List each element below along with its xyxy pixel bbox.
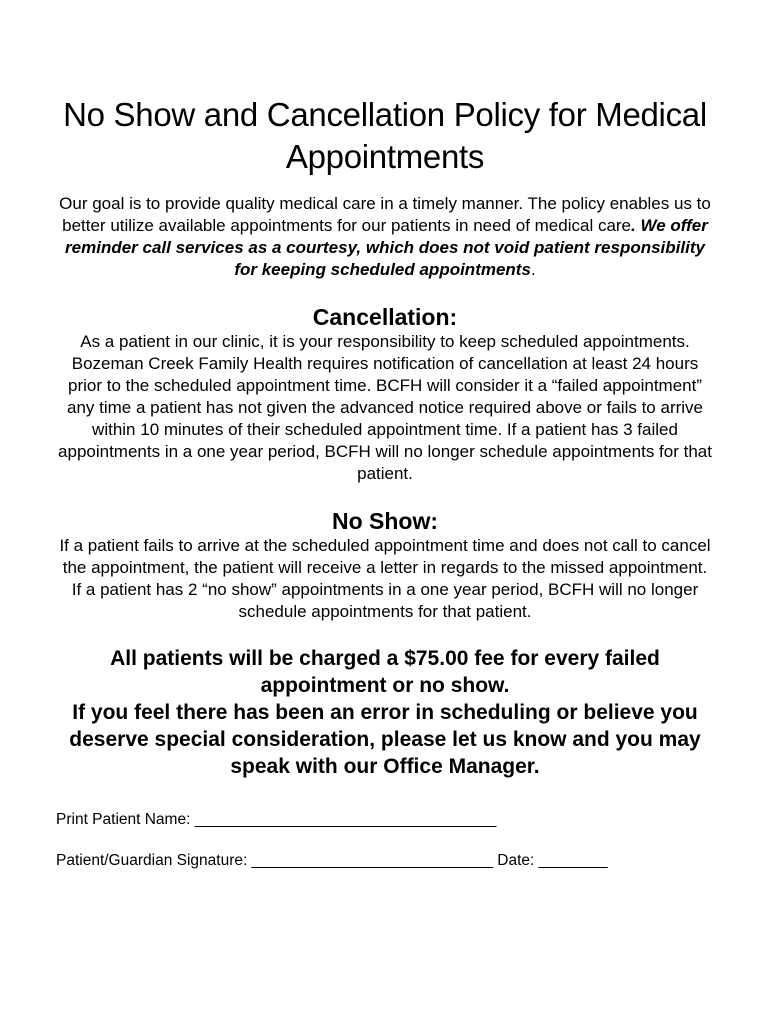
cancellation-body: As a patient in our clinic, it is your responsibility to keep scheduled appointments. Bozeman Creek Family Health requires notification of cancellation at least 24 hours prior to the scheduled appointment time. BCFH will consider it a “failed appointment” any time a patient has not given the advanced notice required above or fails to arrive within 10 minutes of their scheduled appointment time. If a patient has 3 failed appointments in a one year period, BCFH will no longer schedule appointments for that patient. xyxy=(58,332,712,483)
no-show-body: If a patient fails to arrive at the scheduled appointment time and does not call to cancel the appointment, the patient will receive a letter in regards to the missed appointment. If a patient has 2 “no show” appointments in a one year period, BCFH will no longer schedule appointments for that patient. xyxy=(59,536,711,621)
print-patient-name-line: Print Patient Name: ___________________________________ xyxy=(56,811,497,828)
intro-period: . xyxy=(631,216,641,235)
cancellation-heading: Cancellation: xyxy=(312,304,458,330)
intro-text: Our goal is to provide quality medical care in a timely manner. The policy enables us to better utilize available appointments for our patients in need of medical care xyxy=(59,194,711,235)
fee-notice-block xyxy=(56,645,714,780)
document-title: No Show and Cancellation Policy for Medical Appointments xyxy=(63,96,707,175)
intro-paragraph xyxy=(56,193,714,281)
intro-reminder-statement: We offer reminder call services as a courtesy, which does not void patient responsibility for keeping scheduled appointments xyxy=(65,216,708,279)
error-notice: If you feel there has been an error in scheduling or believe you deserve special consideration, please let us know and you may speak with our Office Manager. xyxy=(69,701,701,778)
intro-end: . xyxy=(530,260,536,279)
fee-notice: All patients will be charged a $75.00 fee for every failed appointment or no show. xyxy=(110,647,660,697)
no-show-heading: No Show: xyxy=(331,508,439,534)
signature-date-line: Patient/Guardian Signature: ____________________________ Date: ________ xyxy=(56,852,608,869)
